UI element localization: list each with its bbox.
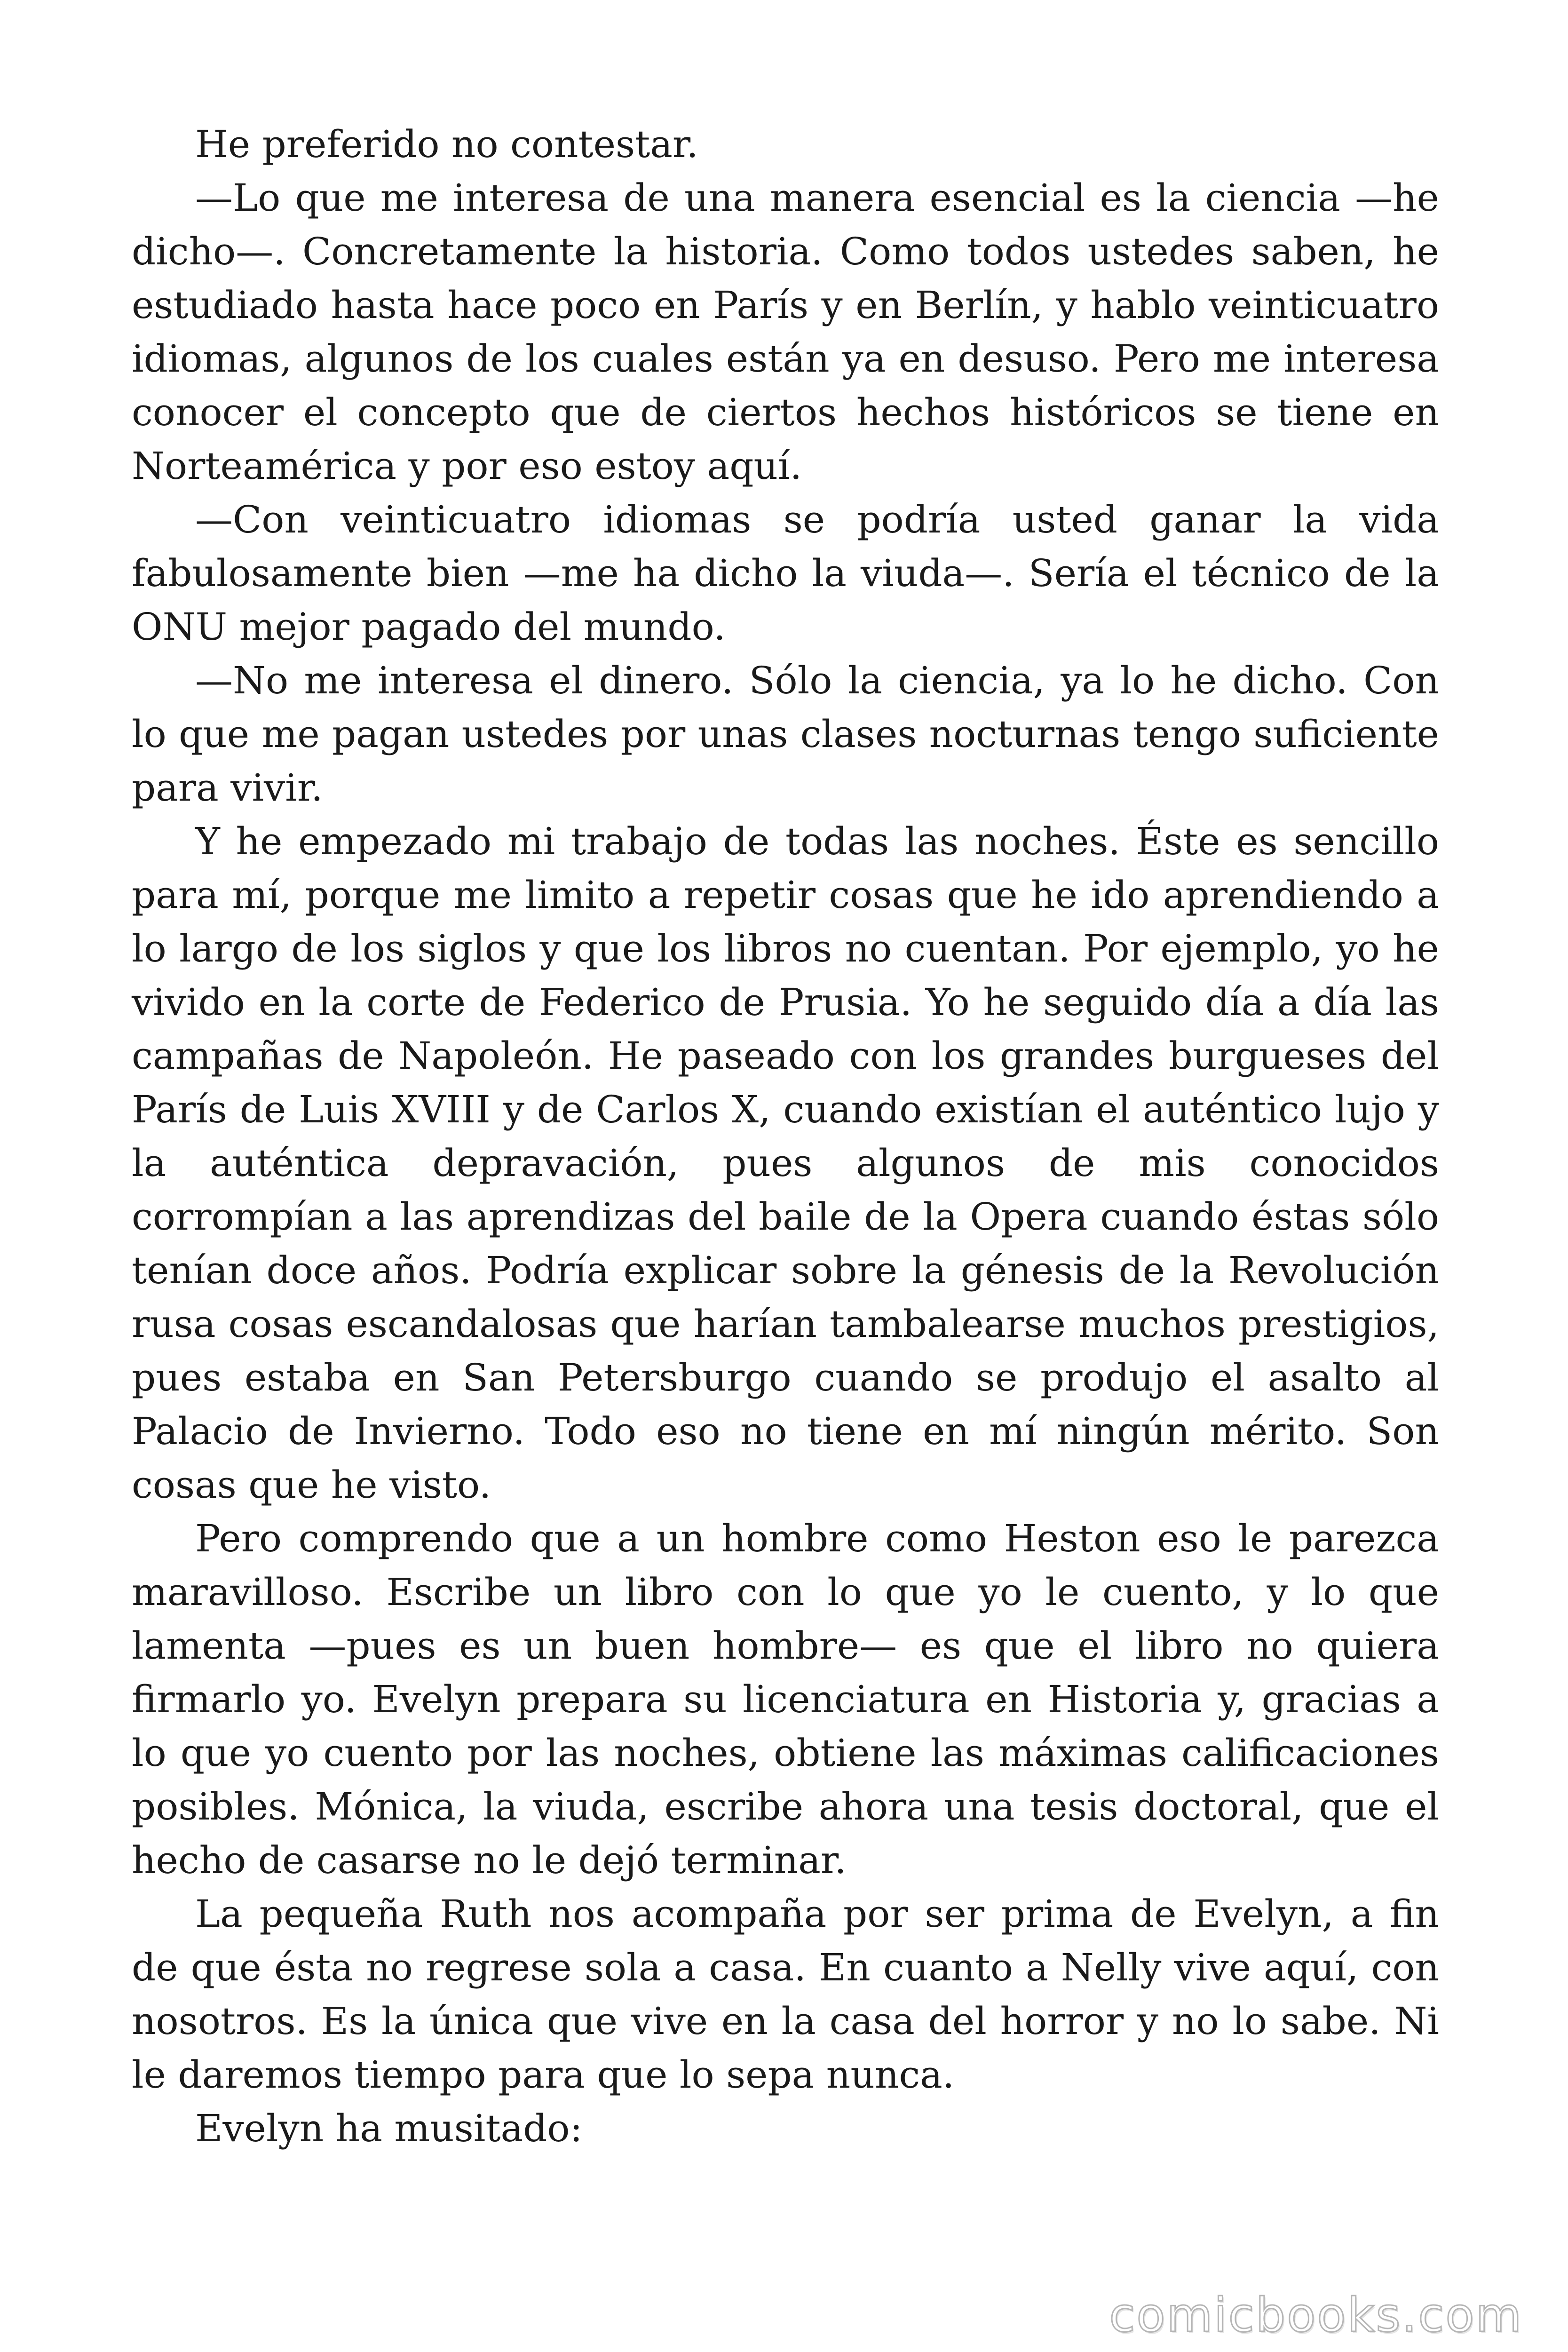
paragraph: Y he empezado mi trabajo de todas las noches. Éste es sencillo para mí, porque me limito a repetir cosas que he ido aprendiendo a lo largo de los siglos y que los libros no cuentan. Por ejemplo, yo he vivido en la corte de Federico de Prusia. Yo he seguido día a día las campañas de Napoleón. He paseado con los grandes burgueses del París de Luis XVIII y de Carlos X, cuando existían el auténtico lujo y la auténtica depravación, pues algunos de mis conocidos corrompían a las aprendizas del baile de la Opera cuando éstas sólo tenían doce años. Podría explicar sobre la génesis de la Revolución rusa cosas escandalosas que harían tambalearse muchos prestigios, pues estaba en San Petersburgo cuando se produjo el asalto al Palacio de Invierno. Todo eso no tiene en mí ningún mérito. Son cosas que he visto.: [132, 819, 1439, 1507]
paragraph: —Con veinticuatro idiomas se podría usted ganar la vida fabulosamente bien —me ha dicho la viuda—. Sería el técnico de la ONU mejor pagado del mundo.: [132, 498, 1439, 649]
book-page: [132, 118, 1439, 2155]
paragraph: —No me interesa el dinero. Sólo la ciencia, ya lo he dicho. Con lo que me pagan ustedes por unas clases nocturnas tengo suficiente para vivir.: [132, 659, 1439, 810]
paragraph: Evelyn ha musitado:: [195, 2106, 583, 2150]
paragraph: Pero comprendo que a un hombre como Heston eso le parezca maravilloso. Escribe un libro con lo que yo le cuento, y lo que lamenta —pues es un buen hombre— es que el libro no quiera firmarlo yo. Evelyn prepara su licenciatura en Historia y, gracias a lo que yo cuento por las noches, obtiene las máximas calificaciones posibles. Mónica, la viuda, escribe ahora una tesis doctoral, que el hecho de casarse no le dejó terminar.: [132, 1517, 1439, 1882]
paragraph: He preferido no contestar.: [195, 122, 698, 166]
watermark: comicbooks.com: [1109, 2288, 1523, 2343]
paragraph: La pequeña Ruth nos acompaña por ser prima de Evelyn, a fin de que ésta no regrese sola a casa. En cuanto a Nelly vive aquí, con nosotros. Es la única que vive en la casa del horror y no lo sabe. Ni le daremos tiempo para que lo sepa nunca.: [132, 1892, 1439, 2097]
paragraph: —Lo que me interesa de una manera esencial es la ciencia —he dicho—. Concretamente la historia. Como todos ustedes saben, he estudiado hasta hace poco en París y en Berlín, y hablo veinticuatro idiomas, algunos de los cuales están ya en desuso. Pero me interesa conocer el concepto que de ciertos hechos históricos se tiene en Norteamérica y por eso estoy aquí.: [132, 176, 1439, 488]
